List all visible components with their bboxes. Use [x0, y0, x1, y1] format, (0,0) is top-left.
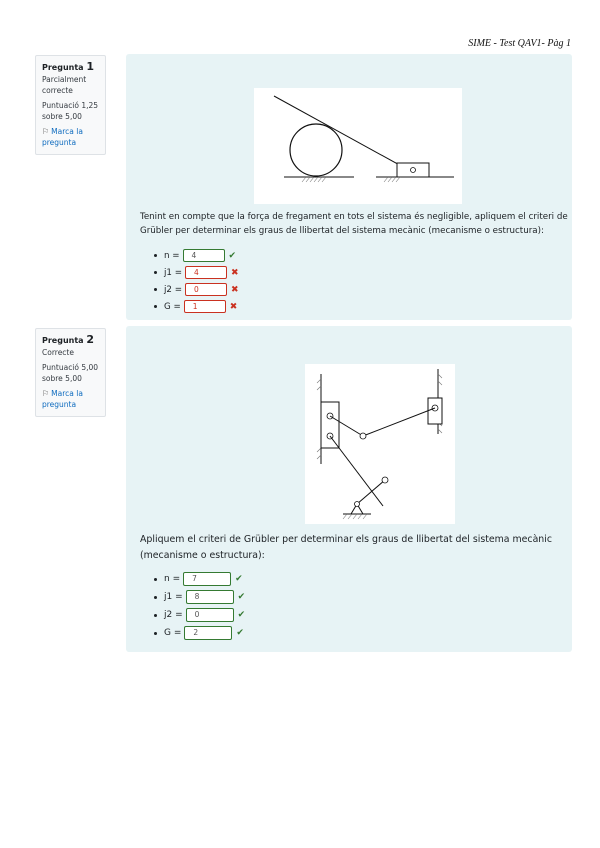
answer-input-j1[interactable]: 4	[185, 266, 227, 279]
question-1-status: Parcialment correcte	[42, 75, 87, 95]
question-2-text: Apliquem el criteri de Grübler per determinar els graus de llibertat del sistema mecànic (mecanisme o estructura):	[140, 534, 553, 561]
check-icon: ✔	[237, 610, 246, 620]
answer-row-n: n = 7 ✔	[154, 570, 245, 588]
cross-icon: ✖	[230, 267, 239, 278]
question-1-grade: Puntuació 1,25 sobre 5,00	[42, 101, 99, 121]
question-2-content	[126, 326, 572, 652]
check-icon: ✔	[235, 574, 243, 584]
answer-row-n: n = 4 ✔	[154, 247, 239, 264]
question-2-grade: Puntuació 5,00 sobre 5,00	[42, 363, 99, 383]
cross-icon: ✖	[229, 301, 238, 312]
answer-input-n[interactable]: 4	[183, 249, 225, 262]
question-1-content	[126, 54, 572, 320]
bullet	[154, 614, 157, 617]
check-icon: ✔	[236, 628, 244, 638]
question-1-figure	[254, 88, 462, 204]
bullet	[154, 254, 157, 257]
answer-input-n[interactable]: 7	[183, 572, 231, 586]
check-icon: ✔	[237, 592, 246, 602]
check-icon: ✔	[228, 250, 237, 261]
question-2-figure	[305, 364, 455, 524]
answer-row-j1: j1 = 4 ✖	[154, 264, 239, 281]
answer-row-g: G = 2 ✔	[154, 624, 245, 642]
bullet	[154, 632, 157, 635]
linkage-mechanism-diagram	[305, 364, 455, 524]
answer-row-g: G = 1 ✖	[154, 298, 239, 315]
answer-input-j1[interactable]: 8	[186, 590, 234, 604]
answer-row-j1: j1 = 8 ✔	[154, 588, 245, 606]
answer-input-j2[interactable]: 0	[185, 283, 227, 296]
question-1-title: Pregunta 1	[42, 60, 95, 73]
page-header: SIME - Test QAV1- Pàg 1	[468, 38, 571, 49]
answer-input-g[interactable]: 1	[184, 300, 226, 313]
question-1-info	[35, 55, 106, 155]
question-2-flag-link[interactable]: ⚐ Marca la pregunta	[42, 389, 83, 409]
bullet	[154, 578, 157, 581]
question-2-info	[35, 328, 106, 417]
answer-row-j2: j2 = 0 ✔	[154, 606, 245, 624]
cross-icon: ✖	[230, 284, 239, 295]
question-2-answers	[154, 570, 245, 642]
bullet	[154, 596, 157, 599]
bullet	[154, 305, 157, 308]
rolling-disc-slider-diagram	[254, 88, 462, 204]
flag-icon: ⚐	[42, 127, 50, 136]
answer-input-j2[interactable]: 0	[186, 608, 234, 622]
question-1-text: Tenint en compte que la força de fregament en tots el sistema és negligible, apliquem el criteri de Grübler per determinar els graus de llibertat del sistema mecànic (mecanisme o estructura):	[140, 212, 568, 236]
bullet	[154, 271, 157, 274]
answer-input-g[interactable]: 2	[184, 626, 232, 640]
bullet	[154, 288, 157, 291]
question-1-flag-link[interactable]: ⚐ Marca la pregunta	[42, 127, 83, 147]
question-2-status: Correcte	[42, 348, 74, 357]
question-2-title: Pregunta 2	[42, 333, 95, 346]
flag-icon: ⚐	[42, 389, 50, 398]
answer-row-j2: j2 = 0 ✖	[154, 281, 239, 298]
question-1-answers	[154, 247, 239, 315]
